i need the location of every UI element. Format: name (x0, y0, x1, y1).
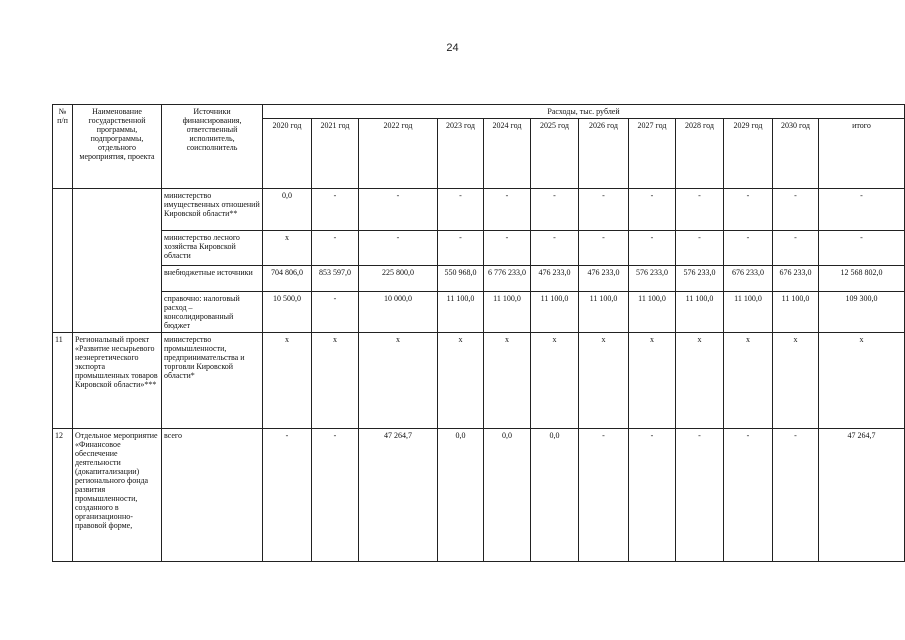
value-cell: 11 100,0 (579, 292, 629, 333)
value-cell: - (773, 429, 819, 562)
value-cell: х (263, 231, 312, 266)
table-row (53, 231, 905, 266)
value-cell: 10 500,0 (263, 292, 312, 333)
value-cell: - (773, 189, 819, 231)
table-row (53, 189, 905, 231)
value-cell: - (724, 189, 773, 231)
value-cell: х (629, 333, 676, 429)
value-cell: - (579, 231, 629, 266)
value-cell: 0,0 (531, 429, 579, 562)
value-cell: - (359, 189, 438, 231)
value-cell: 576 233,0 (629, 266, 676, 292)
year-header: 2029 год (724, 119, 773, 189)
year-header: 2023 год (438, 119, 484, 189)
value-cell: 11 100,0 (773, 292, 819, 333)
value-cell: - (676, 429, 724, 562)
row-number: 12 (53, 429, 73, 562)
value-cell: - (629, 189, 676, 231)
year-header: 2020 год (263, 119, 312, 189)
value-cell: 550 968,0 (438, 266, 484, 292)
value-cell: 853 597,0 (312, 266, 359, 292)
value-cell: х (438, 333, 484, 429)
total-cell: х (819, 333, 905, 429)
row-number: 11 (53, 333, 73, 429)
value-cell: х (263, 333, 312, 429)
value-cell: - (724, 231, 773, 266)
total-cell: 12 568 802,0 (819, 266, 905, 292)
value-cell: 576 233,0 (676, 266, 724, 292)
value-cell: - (359, 231, 438, 266)
funding-source: министерство промышленности, предпринимательства и торговли Кировской области* (162, 333, 263, 429)
value-cell: - (531, 189, 579, 231)
value-cell: - (724, 429, 773, 562)
value-cell: 10 000,0 (359, 292, 438, 333)
value-cell: 0,0 (438, 429, 484, 562)
expenses-table (52, 104, 905, 562)
col-header-sources: Источники финансирования, ответственный исполнитель, соисполнитель (162, 105, 263, 189)
value-cell: - (438, 189, 484, 231)
value-cell: - (773, 231, 819, 266)
value-cell: х (531, 333, 579, 429)
value-cell: - (438, 231, 484, 266)
table-row (53, 292, 905, 333)
funding-source: министерство имущественных отношений Кировской области** (162, 189, 263, 231)
year-header: 2025 год (531, 119, 579, 189)
value-cell: 11 100,0 (531, 292, 579, 333)
value-cell: - (579, 429, 629, 562)
page-number: 24 (446, 42, 459, 54)
value-cell: - (676, 231, 724, 266)
value-cell: - (312, 189, 359, 231)
total-header: итого (819, 119, 905, 189)
value-cell: 676 233,0 (724, 266, 773, 292)
total-cell: 109 300,0 (819, 292, 905, 333)
col-header-name: Наименование государственной программы, подпрограммы, отдельного мероприятия, проекта (73, 105, 162, 189)
row-number-cell (53, 189, 73, 333)
total-cell: - (819, 231, 905, 266)
value-cell: - (629, 231, 676, 266)
table-row (53, 429, 905, 562)
value-cell: 476 233,0 (531, 266, 579, 292)
value-cell: - (579, 189, 629, 231)
value-cell: 225 800,0 (359, 266, 438, 292)
funding-source: министерство лесного хозяйства Кировской области (162, 231, 263, 266)
value-cell: 476 233,0 (579, 266, 629, 292)
value-cell: х (773, 333, 819, 429)
value-cell: х (484, 333, 531, 429)
value-cell: - (484, 189, 531, 231)
value-cell: - (312, 292, 359, 333)
year-header: 2022 год (359, 119, 438, 189)
funding-source: справочно: налоговый расход – консолидированный бюджет (162, 292, 263, 333)
value-cell: х (312, 333, 359, 429)
value-cell: х (676, 333, 724, 429)
value-cell: - (676, 189, 724, 231)
value-cell: - (312, 429, 359, 562)
value-cell: 11 100,0 (676, 292, 724, 333)
value-cell: 0,0 (484, 429, 531, 562)
year-header: 2024 год (484, 119, 531, 189)
total-cell: 47 264,7 (819, 429, 905, 562)
year-header: 2021 год (312, 119, 359, 189)
funding-source: внебюджетные источники (162, 266, 263, 292)
value-cell: - (312, 231, 359, 266)
table-row (53, 333, 905, 429)
program-name-cell (73, 189, 162, 333)
table-row (53, 266, 905, 292)
year-header: 2027 год (629, 119, 676, 189)
value-cell: 11 100,0 (629, 292, 676, 333)
value-cell: х (359, 333, 438, 429)
value-cell: 0,0 (263, 189, 312, 231)
year-header: 2028 год (676, 119, 724, 189)
program-name: Отдельное мероприятие «Финансовое обеспечение деятельности (докапитализации) регионального фонда развития промышленности, созданного в организационно-правовой форме, (73, 429, 162, 562)
value-cell: - (531, 231, 579, 266)
value-cell: - (484, 231, 531, 266)
year-header: 2026 год (579, 119, 629, 189)
value-cell: 676 233,0 (773, 266, 819, 292)
value-cell: - (263, 429, 312, 562)
col-header-expenses: Расходы, тыс. рублей (263, 105, 905, 119)
total-cell: - (819, 189, 905, 231)
col-header-num: № п/п (53, 105, 73, 189)
value-cell: 11 100,0 (484, 292, 531, 333)
funding-source: всего (162, 429, 263, 562)
value-cell: 11 100,0 (724, 292, 773, 333)
value-cell: - (629, 429, 676, 562)
header-row (53, 105, 905, 119)
value-cell: 704 806,0 (263, 266, 312, 292)
value-cell: 6 776 233,0 (484, 266, 531, 292)
value-cell: х (724, 333, 773, 429)
program-name: Региональный проект «Развитие несырьевого неэнергетического экспорта промышленных товаров Кировской области»*** (73, 333, 162, 429)
value-cell: 47 264,7 (359, 429, 438, 562)
value-cell: 11 100,0 (438, 292, 484, 333)
year-header: 2030 год (773, 119, 819, 189)
value-cell: х (579, 333, 629, 429)
